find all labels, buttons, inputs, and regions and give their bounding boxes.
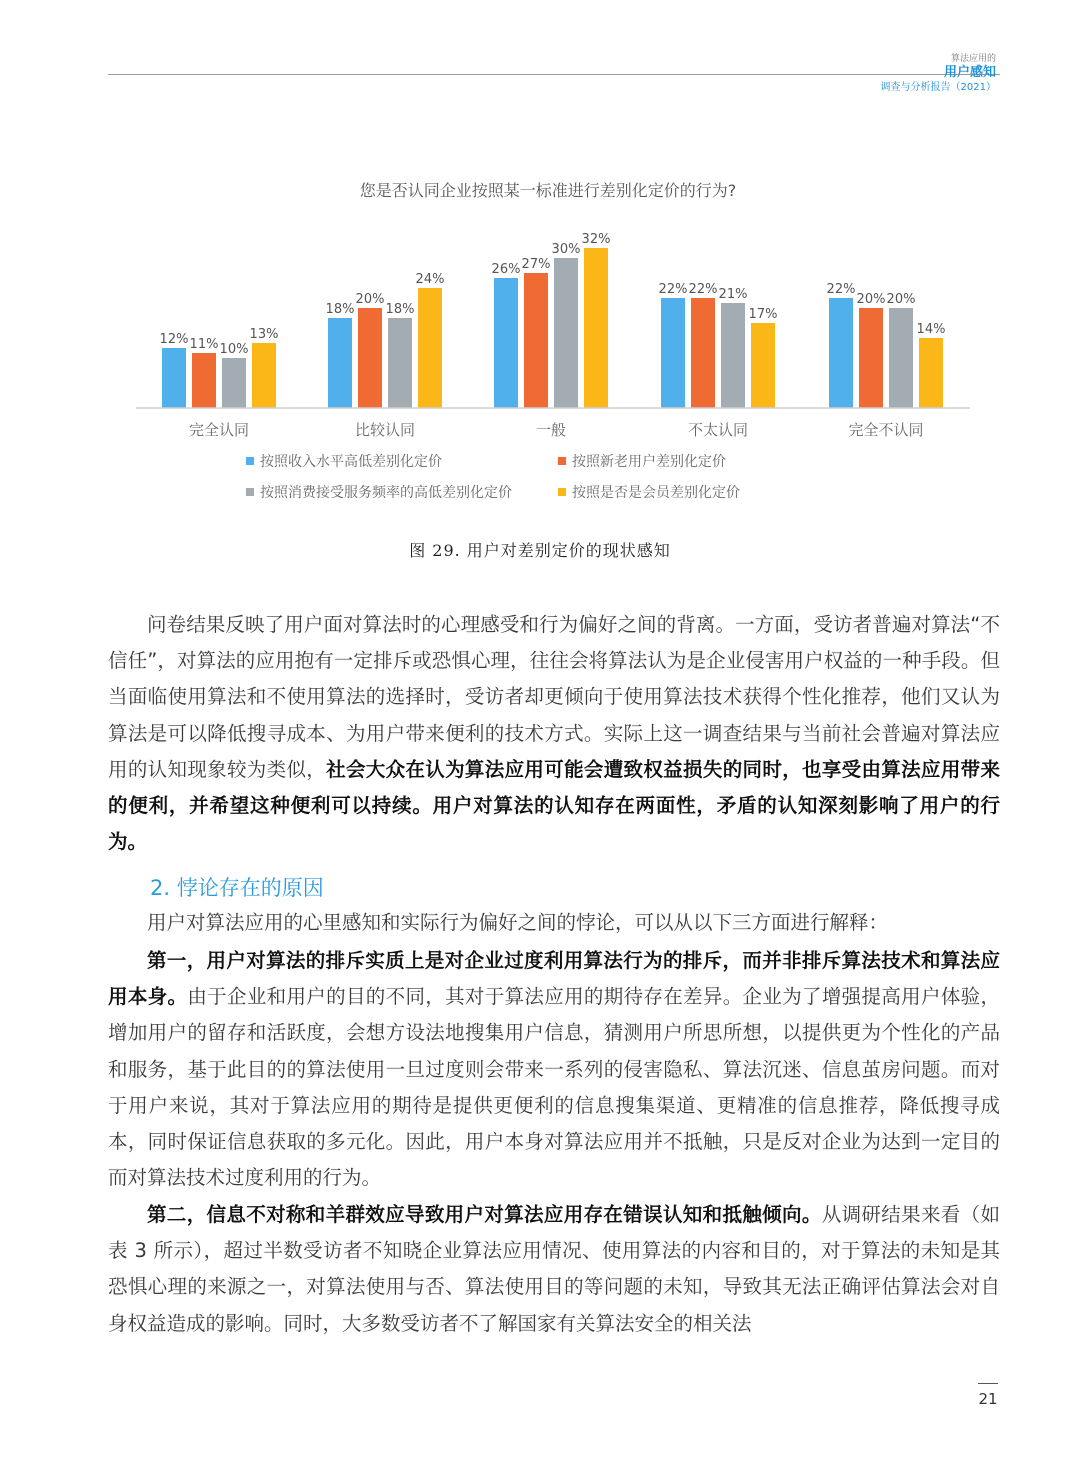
bar bbox=[192, 353, 216, 408]
page-number-rule bbox=[978, 1383, 998, 1384]
bar-value-label: 11% bbox=[189, 337, 219, 352]
paragraph-4 bbox=[108, 1197, 1000, 1342]
bar bbox=[162, 348, 186, 408]
category-label: 完全认同 bbox=[188, 421, 250, 439]
legend-swatch bbox=[558, 488, 566, 496]
bar bbox=[388, 318, 412, 408]
bar bbox=[524, 273, 548, 408]
bar-value-label: 20% bbox=[886, 292, 916, 307]
legend-label: 按照是否是会员差别化定价 bbox=[572, 485, 740, 501]
bar-value-label: 20% bbox=[856, 292, 886, 307]
legend-swatch bbox=[558, 457, 566, 465]
legend-label: 按照消费接受服务频率的高低差别化定价 bbox=[260, 485, 512, 501]
bar bbox=[919, 338, 943, 408]
bar-value-label: 32% bbox=[581, 232, 611, 247]
bar bbox=[222, 358, 246, 408]
chart-title: 您是否认同企业按照某一标准进行差别化定价的行为? bbox=[359, 181, 737, 200]
bar-value-label: 12% bbox=[159, 332, 189, 347]
bar bbox=[252, 343, 276, 408]
bar-value-label: 27% bbox=[521, 257, 551, 272]
figure-caption: 图 29. 用户对差别定价的现状感知 bbox=[409, 541, 671, 560]
bar-value-label: 24% bbox=[415, 272, 445, 287]
paragraph-1-bold: 社会大众在认为算法应用可能会遭致权益损失的同时，也享受由算法应用带来的便利，并希望这种便利可以持续。用户对算法的认知存在两面性，矛盾的认知深刻影响了用户的行为。 bbox=[108, 757, 1000, 854]
bar bbox=[829, 298, 853, 408]
bar bbox=[494, 278, 518, 408]
paragraph-3-bold: 第一，用户对算法的排斥实质上是对企业过度利用算法行为的排斥，而并非排斥算法技术和算法应用本身。 bbox=[108, 949, 1000, 1009]
category-label: 不太认同 bbox=[687, 421, 749, 439]
paragraph-3-text: 由于企业和用户的目的不同，其对于算法应用的期待存在差异。企业为了增强提高用户体验，增加用户的留存和活跃度，会想方设法地搜集用户信息，猜测用户所思所想，以提供更为个性化的产品和服务，基于此目的的算法使用一旦过度则会带来一系列的侵害隐私、算法沉迷、信息茧房问题。而对于用户来说，其对于算法应用的期待是提供更便利的信息搜集渠道、更精准的信息推荐，降低搜寻成本，同时保证信息获取的多元化。因此，用户本身对算法应用并不抵触，只是反对企业为达到一定目的而对算法技术过度利用的行为。 bbox=[108, 985, 1000, 1190]
bar bbox=[721, 303, 745, 408]
paragraph-3 bbox=[108, 943, 1000, 1196]
header-subtitle-top: 算法应用的 bbox=[950, 54, 996, 64]
bar-value-label: 14% bbox=[916, 322, 946, 337]
bar bbox=[584, 248, 608, 408]
bar bbox=[751, 323, 775, 408]
bar-value-label: 18% bbox=[325, 302, 355, 317]
bar bbox=[889, 308, 913, 408]
header-title: 用户感知 bbox=[943, 65, 996, 80]
bar bbox=[859, 308, 883, 408]
paragraph-4-bold: 第二，信息不对称和羊群效应导致用户对算法应用存在错误认知和抵触倾向。 bbox=[147, 1203, 822, 1226]
header-rule bbox=[108, 74, 1000, 75]
paragraph-4-text: 从调研结果来看（如表 3 所示），超过半数受访者不知晓企业算法应用情况、使用算法的内容和目的，对于算法的未知是其恐惧心理的来源之一，对算法使用与否、算法使用目的等问题的未知，导致其无法正确评估算法会对自身权益造成的影响。同时，大多数受访者不了解国家有关算法安全的相关法 bbox=[108, 1203, 1000, 1335]
bar bbox=[358, 308, 382, 408]
category-label: 比较认同 bbox=[354, 421, 416, 439]
category-label: 一般 bbox=[535, 421, 567, 439]
bar bbox=[691, 298, 715, 408]
legend-swatch bbox=[246, 488, 254, 496]
bar bbox=[554, 258, 578, 408]
bar bbox=[418, 288, 442, 408]
section-title: 2. 悖论存在的原因 bbox=[150, 876, 324, 900]
legend-label: 按照新老用户差别化定价 bbox=[572, 454, 726, 470]
bar-value-label: 21% bbox=[718, 287, 748, 302]
bar-value-label: 18% bbox=[385, 302, 415, 317]
paragraph-2 bbox=[108, 905, 1000, 941]
bar-value-label: 20% bbox=[355, 292, 385, 307]
bar bbox=[328, 318, 352, 408]
bar-value-label: 30% bbox=[551, 242, 581, 257]
bar-value-label: 26% bbox=[491, 262, 521, 277]
paragraph-1-text: 问卷结果反映了用户面对算法时的心理感受和行为偏好之间的背离。一方面，受访者普遍对算法“不信任”，对算法的应用抱有一定排斥或恐惧心理，往往会将算法认为是企业侵害用户权益的一种手段。但当面临使用算法和不使用算法的选择时，受访者却更倾向于使用算法技术获得个性化推荐，他们又认为算法是可以降低搜寻成本、为用户带来便利的技术方式。实际上这一调查结果与当前社会普遍对算法应用的认知现象较为类似， bbox=[108, 613, 1000, 781]
legend-label: 按照收入水平高低差别化定价 bbox=[260, 454, 442, 470]
legend-swatch bbox=[246, 457, 254, 465]
paragraph-2-text: 用户对算法应用的心里感知和实际行为偏好之间的悖论，可以从以下三方面进行解释： bbox=[147, 911, 889, 934]
bar bbox=[661, 298, 685, 408]
bar-value-label: 22% bbox=[688, 282, 718, 297]
bar-chart bbox=[0, 160, 1080, 520]
bar-value-label: 13% bbox=[249, 327, 279, 342]
page-number: 21 bbox=[978, 1390, 998, 1408]
paragraph-1 bbox=[108, 607, 1000, 860]
bar-value-label: 22% bbox=[826, 282, 856, 297]
bar-value-label: 10% bbox=[219, 342, 249, 357]
category-label: 完全不认同 bbox=[848, 421, 924, 439]
bar-value-label: 17% bbox=[748, 307, 778, 322]
bar-value-label: 22% bbox=[658, 282, 688, 297]
header-subtitle-bottom: 调查与分析报告（2021） bbox=[880, 82, 996, 93]
